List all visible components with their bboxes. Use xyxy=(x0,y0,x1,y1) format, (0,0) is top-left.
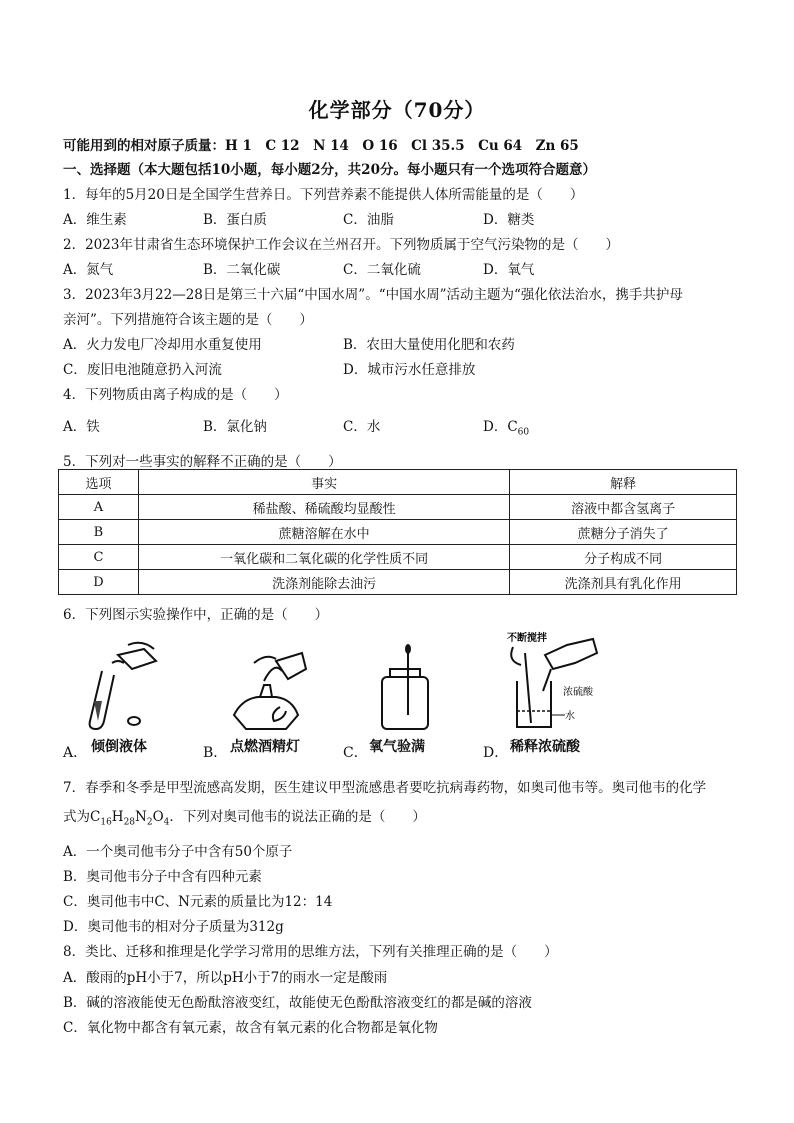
q6-option-c-label: 氧气验满 xyxy=(369,739,425,755)
q4-option-d: D．$C_{60}$ xyxy=(483,419,530,438)
q1-option-a: A．维生素 xyxy=(63,212,127,228)
q7-option-c: C．奥司他韦中C、N元素的质量比为12：14 xyxy=(63,894,333,910)
table-row xyxy=(59,570,737,595)
page-title: 化学部分（70分） xyxy=(308,98,486,122)
q3-option-b: B．农田大量使用化肥和农药 xyxy=(343,337,515,353)
question-3-stem-line1: 3．2023年3月22—28日是第三十六届“中国水周”。“中国水周”活动主题为“强化依法治水，携手共护母 xyxy=(63,287,683,303)
q7-option-d: D．奥司他韦的相对分子质量为312g xyxy=(63,919,284,935)
table-row xyxy=(59,545,737,570)
water-annotation: 水 xyxy=(565,711,575,722)
question-3-stem-line2: 亲河”。下列措施符合该主题的是（ ） xyxy=(63,312,313,328)
table-cell: 蔗糖分子消失了 xyxy=(510,520,737,545)
q8-option-b: B．碱的溶液能使无色酚酞溶液变红，故能使无色酚酞溶液变红的都是碱的溶液 xyxy=(63,995,532,1011)
chemical-formula: $C_{16}H_{28}N_2O_4$ xyxy=(90,809,170,828)
q2-option-d: D．氧气 xyxy=(483,262,535,278)
atomic-masses: 可能用到的相对原子质量：H 1 C 12 N 14 O 16 Cl 35.5 Cu 64 Zn 65 xyxy=(63,138,579,154)
q6-option-b-label: 点燃酒精灯 xyxy=(230,739,300,755)
q6-option-d-letter: D． xyxy=(483,745,509,761)
section-heading: 一、选择题（本大题包括10小题，每小题2分，共20分。每小题只有一个选项符合题意） xyxy=(63,162,596,178)
table-cell: C xyxy=(59,545,139,570)
q3-option-c: C．废旧电池随意扔入河流 xyxy=(63,362,222,378)
q1-option-c: C．油脂 xyxy=(343,212,394,228)
table-cell: A xyxy=(59,495,139,520)
table-header-row xyxy=(59,470,737,495)
q1-option-d: D．糖类 xyxy=(483,212,535,228)
q8-option-c: C．氧化物中都含有氧元素，故含有氧元素的化合物都是氧化物 xyxy=(63,1020,438,1036)
question-2-stem: 2．2023年甘肃省生态环境保护工作会议在兰州召开。下列物质属于空气污染物的是（ ） xyxy=(63,237,619,253)
q6-option-a-letter: A． xyxy=(63,745,88,761)
table-cell: 蔗糖溶解在水中 xyxy=(138,520,509,545)
alcohol-lamp-illustration xyxy=(224,641,314,733)
q1-option-b: B．蛋白质 xyxy=(203,212,267,228)
question-6-stem: 6．下列图示实验操作中，正确的是（ ） xyxy=(63,607,329,623)
q2-option-c: C．二氧化硫 xyxy=(343,262,421,278)
q4-option-a: A．铁 xyxy=(63,419,100,435)
question-7-stem-line1: 7．春季和冬季是甲型流感高发期，医生建议甲型流感患者要吃抗病毒药物，如奥司他韦等。奥司他韦的化学 xyxy=(63,780,707,796)
q6-option-d-label: 稀释浓硫酸 xyxy=(510,739,580,755)
q7-option-b: B．奥司他韦分子中含有四种元素 xyxy=(63,869,262,885)
column-header: 解释 xyxy=(510,470,737,495)
question-8-stem: 8．类比、迁移和推理是化学学习常用的思维方法，下列有关推理正确的是（ ） xyxy=(63,944,558,960)
acid-annotation: 浓硫酸 xyxy=(563,687,593,698)
q4-option-b: B．氯化钠 xyxy=(203,419,267,435)
table-row xyxy=(59,495,737,520)
table-cell: 稀盐酸、稀硫酸均显酸性 xyxy=(138,495,509,520)
column-header: 选项 xyxy=(59,470,139,495)
table-cell: 洗涤剂具有乳化作用 xyxy=(510,570,737,595)
oxygen-test-illustration xyxy=(364,641,454,733)
facts-table xyxy=(58,469,737,595)
pouring-liquid-illustration xyxy=(82,641,172,733)
question-4-stem: 4．下列物质由离子构成的是（ ） xyxy=(63,387,288,403)
stir-annotation: 不断搅拌 xyxy=(507,633,547,644)
q2-option-a: A．氮气 xyxy=(63,262,114,278)
q6-option-a-label: 倾倒液体 xyxy=(91,739,147,755)
q4-option-c: C．水 xyxy=(343,419,381,435)
q7-option-a: A．一个奥司他韦分子中含有50个原子 xyxy=(63,844,293,860)
table-cell: D xyxy=(59,570,139,595)
table-cell: 一氧化碳和二氧化碳的化学性质不同 xyxy=(138,545,509,570)
table-cell: 分子构成不同 xyxy=(510,545,737,570)
dilute-acid-illustration xyxy=(505,631,605,735)
question-7-stem-line2: 式为$C_{16}H_{28}N_2O_4$．下列对奥司他韦的说法正确的是（ ） xyxy=(63,809,426,828)
q8-option-a: A．酸雨的pH小于7，所以pH小于7的雨水一定是酸雨 xyxy=(63,970,388,986)
table-cell: 溶液中都含氢离子 xyxy=(510,495,737,520)
q2-option-b: B．二氧化碳 xyxy=(203,262,281,278)
q3-option-a: A．火力发电厂冷却用水重复使用 xyxy=(63,337,262,353)
table-cell: B xyxy=(59,520,139,545)
q3-option-d: D．城市污水任意排放 xyxy=(343,362,476,378)
q6-option-c-letter: C． xyxy=(343,745,368,761)
question-5-stem: 5．下列对一些事实的解释不正确的是（ ） xyxy=(63,454,342,470)
table-row xyxy=(59,520,737,545)
q6-option-b-letter: B． xyxy=(203,745,228,761)
table-cell: 洗涤剂能除去油污 xyxy=(138,570,509,595)
question-1-stem: 1．每年的5月20日是全国学生营养日。下列营养素不能提供人体所需能量的是（ ） xyxy=(63,187,584,203)
column-header: 事实 xyxy=(138,470,509,495)
